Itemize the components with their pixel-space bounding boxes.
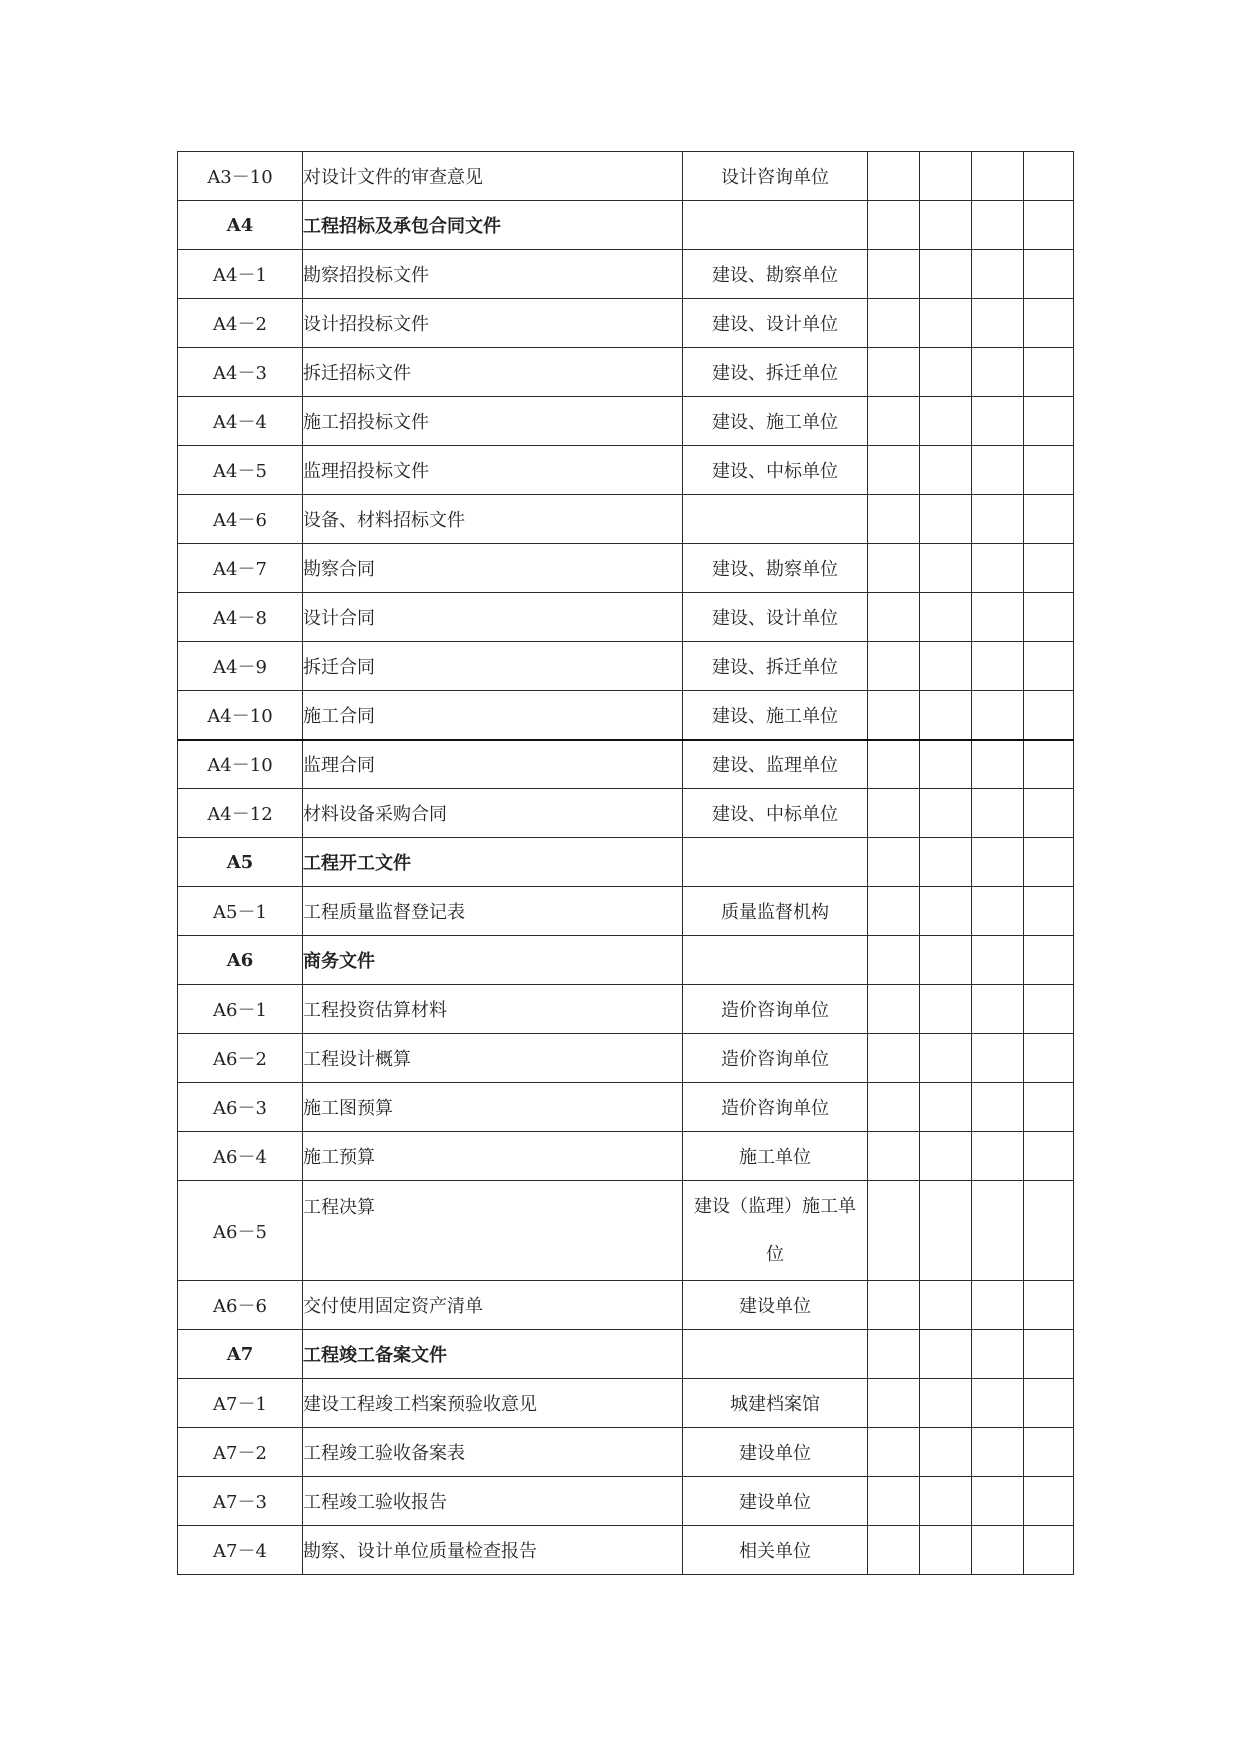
blank-cell — [1024, 495, 1074, 544]
blank-cell — [1024, 1034, 1074, 1083]
file-code-cell: A7－2 — [178, 1428, 303, 1477]
file-name-cell: 商务文件 — [303, 936, 683, 985]
responsible-unit-cell: 建设、施工单位 — [683, 691, 868, 740]
blank-cell — [1024, 1281, 1074, 1330]
file-code-cell: A4－4 — [178, 397, 303, 446]
table-row — [178, 1477, 1074, 1526]
blank-cell — [920, 1526, 972, 1575]
blank-cell — [972, 593, 1024, 642]
file-name-cell: 施工预算 — [303, 1132, 683, 1181]
file-name-cell: 监理招投标文件 — [303, 446, 683, 495]
responsible-unit-cell: 建设单位 — [683, 1428, 868, 1477]
blank-cell — [1024, 250, 1074, 299]
table-row — [178, 250, 1074, 299]
table-row — [178, 446, 1074, 495]
responsible-unit-cell: 施工单位 — [683, 1132, 868, 1181]
blank-cell — [920, 544, 972, 593]
file-name-cell: 工程质量监督登记表 — [303, 887, 683, 936]
blank-cell — [868, 1181, 920, 1281]
file-name-cell: 工程决算 — [303, 1181, 683, 1281]
blank-cell — [868, 495, 920, 544]
file-name-cell: 工程竣工验收备案表 — [303, 1428, 683, 1477]
blank-cell — [920, 1132, 972, 1181]
blank-cell — [972, 936, 1024, 985]
blank-cell — [972, 1526, 1024, 1575]
blank-cell — [920, 985, 972, 1034]
table-row — [178, 544, 1074, 593]
blank-cell — [1024, 1526, 1074, 1575]
file-name-cell: 工程竣工备案文件 — [303, 1330, 683, 1379]
blank-cell — [868, 936, 920, 985]
table-row — [178, 1181, 1074, 1281]
blank-cell — [920, 838, 972, 887]
file-code-cell: A7－4 — [178, 1526, 303, 1575]
file-name-cell: 工程开工文件 — [303, 838, 683, 887]
table-row — [178, 1132, 1074, 1181]
table-row — [178, 691, 1074, 740]
file-name-cell: 施工招投标文件 — [303, 397, 683, 446]
responsible-unit-cell — [683, 838, 868, 887]
blank-cell — [920, 1083, 972, 1132]
section-row — [178, 838, 1074, 887]
blank-cell — [920, 152, 972, 201]
responsible-unit-cell: 建设、中标单位 — [683, 446, 868, 495]
blank-cell — [920, 348, 972, 397]
blank-cell — [972, 397, 1024, 446]
blank-cell — [972, 446, 1024, 495]
file-code-cell: A6－5 — [178, 1181, 303, 1281]
blank-cell — [1024, 985, 1074, 1034]
blank-cell — [1024, 838, 1074, 887]
responsible-unit-cell: 建设、施工单位 — [683, 397, 868, 446]
table-row — [178, 348, 1074, 397]
blank-cell — [1024, 1428, 1074, 1477]
file-code-cell: A4－3 — [178, 348, 303, 397]
file-code-cell: A4－7 — [178, 544, 303, 593]
responsible-unit-cell: 造价咨询单位 — [683, 1034, 868, 1083]
blank-cell — [868, 593, 920, 642]
section-row — [178, 1330, 1074, 1379]
table-row — [178, 152, 1074, 201]
file-code-cell: A6－2 — [178, 1034, 303, 1083]
responsible-unit-cell: 建设、勘察单位 — [683, 250, 868, 299]
blank-cell — [1024, 691, 1074, 740]
table-row — [178, 397, 1074, 446]
blank-cell — [868, 789, 920, 838]
blank-cell — [1024, 789, 1074, 838]
blank-cell — [972, 985, 1024, 1034]
file-code-cell: A4－9 — [178, 642, 303, 691]
file-code-cell: A4－8 — [178, 593, 303, 642]
blank-cell — [920, 1034, 972, 1083]
blank-cell — [972, 1034, 1024, 1083]
blank-cell — [868, 1132, 920, 1181]
file-name-cell: 设计合同 — [303, 593, 683, 642]
blank-cell — [868, 838, 920, 887]
blank-cell — [1024, 936, 1074, 985]
blank-cell — [868, 1379, 920, 1428]
blank-cell — [868, 740, 920, 789]
blank-cell — [920, 1379, 972, 1428]
table-row — [178, 740, 1074, 789]
file-code-cell: A4－5 — [178, 446, 303, 495]
blank-cell — [920, 642, 972, 691]
blank-cell — [1024, 1330, 1074, 1379]
blank-cell — [1024, 593, 1074, 642]
blank-cell — [972, 1428, 1024, 1477]
blank-cell — [868, 887, 920, 936]
responsible-unit-cell: 相关单位 — [683, 1526, 868, 1575]
blank-cell — [972, 152, 1024, 201]
blank-cell — [1024, 446, 1074, 495]
file-code-cell: A6－1 — [178, 985, 303, 1034]
file-name-cell: 勘察招投标文件 — [303, 250, 683, 299]
file-code-cell: A4－6 — [178, 495, 303, 544]
blank-cell — [868, 1281, 920, 1330]
responsible-unit-cell — [683, 201, 868, 250]
blank-cell — [972, 1477, 1024, 1526]
blank-cell — [920, 740, 972, 789]
blank-cell — [868, 299, 920, 348]
blank-cell — [920, 495, 972, 544]
file-code-cell: A7 — [178, 1330, 303, 1379]
table-row — [178, 1379, 1074, 1428]
file-code-cell: A4－1 — [178, 250, 303, 299]
blank-cell — [1024, 740, 1074, 789]
responsible-unit-cell: 建设、设计单位 — [683, 299, 868, 348]
table-row — [178, 887, 1074, 936]
file-code-cell: A5－1 — [178, 887, 303, 936]
archive-file-table — [177, 151, 1074, 1575]
blank-cell — [920, 446, 972, 495]
blank-cell — [920, 397, 972, 446]
blank-cell — [920, 789, 972, 838]
blank-cell — [868, 1034, 920, 1083]
blank-cell — [972, 299, 1024, 348]
blank-cell — [1024, 1477, 1074, 1526]
responsible-unit-cell — [683, 495, 868, 544]
table-row — [178, 642, 1074, 691]
responsible-unit-cell: 质量监督机构 — [683, 887, 868, 936]
responsible-unit-cell — [683, 1181, 868, 1281]
responsible-unit-cell: 建设单位 — [683, 1477, 868, 1526]
responsible-unit-cell: 建设、勘察单位 — [683, 544, 868, 593]
blank-cell — [868, 1477, 920, 1526]
table-row — [178, 1281, 1074, 1330]
blank-cell — [868, 446, 920, 495]
blank-cell — [868, 544, 920, 593]
file-code-cell: A6－4 — [178, 1132, 303, 1181]
blank-cell — [868, 201, 920, 250]
blank-cell — [920, 250, 972, 299]
blank-cell — [920, 1428, 972, 1477]
blank-cell — [1024, 1083, 1074, 1132]
responsible-unit-text: 建设（监理）施工单位 — [694, 1195, 856, 1265]
file-name-cell: 交付使用固定资产清单 — [303, 1281, 683, 1330]
blank-cell — [1024, 348, 1074, 397]
blank-cell — [1024, 544, 1074, 593]
file-name-cell: 拆迁合同 — [303, 642, 683, 691]
file-name-cell: 施工合同 — [303, 691, 683, 740]
table-row — [178, 593, 1074, 642]
file-code-cell: A6－3 — [178, 1083, 303, 1132]
blank-cell — [920, 1281, 972, 1330]
blank-cell — [972, 1083, 1024, 1132]
responsible-unit-cell: 建设、设计单位 — [683, 593, 868, 642]
responsible-unit-cell: 建设、拆迁单位 — [683, 642, 868, 691]
blank-cell — [972, 691, 1024, 740]
file-code-cell: A7－3 — [178, 1477, 303, 1526]
table-row — [178, 495, 1074, 544]
file-name-cell: 设计招投标文件 — [303, 299, 683, 348]
blank-cell — [868, 1083, 920, 1132]
table-row — [178, 1083, 1074, 1132]
file-code-cell: A7－1 — [178, 1379, 303, 1428]
blank-cell — [868, 985, 920, 1034]
responsible-unit-cell: 城建档案馆 — [683, 1379, 868, 1428]
file-name-cell: 对设计文件的审查意见 — [303, 152, 683, 201]
responsible-unit-cell: 造价咨询单位 — [683, 1083, 868, 1132]
blank-cell — [920, 1181, 972, 1281]
blank-cell — [972, 544, 1024, 593]
responsible-unit-cell — [683, 936, 868, 985]
blank-cell — [1024, 152, 1074, 201]
table-row — [178, 1034, 1074, 1083]
responsible-unit-cell: 设计咨询单位 — [683, 152, 868, 201]
table-body — [178, 152, 1074, 1575]
file-code-cell: A4－2 — [178, 299, 303, 348]
blank-cell — [920, 593, 972, 642]
table-row — [178, 1428, 1074, 1477]
responsible-unit-cell — [683, 1330, 868, 1379]
blank-cell — [972, 1181, 1024, 1281]
responsible-unit-cell: 建设、监理单位 — [683, 740, 868, 789]
blank-cell — [1024, 397, 1074, 446]
file-name-cell: 设备、材料招标文件 — [303, 495, 683, 544]
blank-cell — [868, 1526, 920, 1575]
blank-cell — [868, 397, 920, 446]
blank-cell — [972, 250, 1024, 299]
blank-cell — [972, 495, 1024, 544]
blank-cell — [1024, 1379, 1074, 1428]
responsible-unit-cell: 建设、拆迁单位 — [683, 348, 868, 397]
file-name-cell: 建设工程竣工档案预验收意见 — [303, 1379, 683, 1428]
blank-cell — [868, 1330, 920, 1379]
blank-cell — [1024, 1181, 1074, 1281]
blank-cell — [972, 1330, 1024, 1379]
blank-cell — [972, 789, 1024, 838]
blank-cell — [920, 936, 972, 985]
file-code-cell: A6 — [178, 936, 303, 985]
blank-cell — [868, 152, 920, 201]
section-row — [178, 936, 1074, 985]
blank-cell — [972, 1281, 1024, 1330]
file-name-cell: 工程招标及承包合同文件 — [303, 201, 683, 250]
file-code-cell: A3－10 — [178, 152, 303, 201]
file-code-cell: A4 — [178, 201, 303, 250]
responsible-unit-cell: 建设单位 — [683, 1281, 868, 1330]
blank-cell — [920, 691, 972, 740]
section-row — [178, 201, 1074, 250]
blank-cell — [972, 201, 1024, 250]
file-name-cell: 材料设备采购合同 — [303, 789, 683, 838]
blank-cell — [972, 1132, 1024, 1181]
blank-cell — [868, 348, 920, 397]
blank-cell — [972, 348, 1024, 397]
blank-cell — [868, 691, 920, 740]
blank-cell — [920, 1477, 972, 1526]
blank-cell — [1024, 201, 1074, 250]
table-row — [178, 1526, 1074, 1575]
file-code-cell: A6－6 — [178, 1281, 303, 1330]
file-code-cell: A5 — [178, 838, 303, 887]
file-name-cell: 拆迁招标文件 — [303, 348, 683, 397]
blank-cell — [868, 642, 920, 691]
responsible-unit-cell: 建设、中标单位 — [683, 789, 868, 838]
blank-cell — [972, 838, 1024, 887]
file-code-cell: A4－12 — [178, 789, 303, 838]
blank-cell — [972, 1379, 1024, 1428]
blank-cell — [868, 250, 920, 299]
file-code-cell: A4－10 — [178, 740, 303, 789]
blank-cell — [972, 887, 1024, 936]
file-name-cell: 监理合同 — [303, 740, 683, 789]
blank-cell — [972, 642, 1024, 691]
table-row — [178, 299, 1074, 348]
blank-cell — [868, 1428, 920, 1477]
blank-cell — [1024, 299, 1074, 348]
file-name-cell: 勘察合同 — [303, 544, 683, 593]
blank-cell — [920, 201, 972, 250]
file-name-cell: 工程设计概算 — [303, 1034, 683, 1083]
file-name-cell: 施工图预算 — [303, 1083, 683, 1132]
file-name-cell: 勘察、设计单位质量检查报告 — [303, 1526, 683, 1575]
blank-cell — [972, 740, 1024, 789]
table-row — [178, 789, 1074, 838]
file-name-cell: 工程竣工验收报告 — [303, 1477, 683, 1526]
blank-cell — [1024, 642, 1074, 691]
blank-cell — [1024, 1132, 1074, 1181]
blank-cell — [920, 887, 972, 936]
blank-cell — [1024, 887, 1074, 936]
file-name-cell: 工程投资估算材料 — [303, 985, 683, 1034]
table-row — [178, 985, 1074, 1034]
blank-cell — [920, 1330, 972, 1379]
file-code-cell: A4－10 — [178, 691, 303, 740]
blank-cell — [920, 299, 972, 348]
responsible-unit-cell: 造价咨询单位 — [683, 985, 868, 1034]
